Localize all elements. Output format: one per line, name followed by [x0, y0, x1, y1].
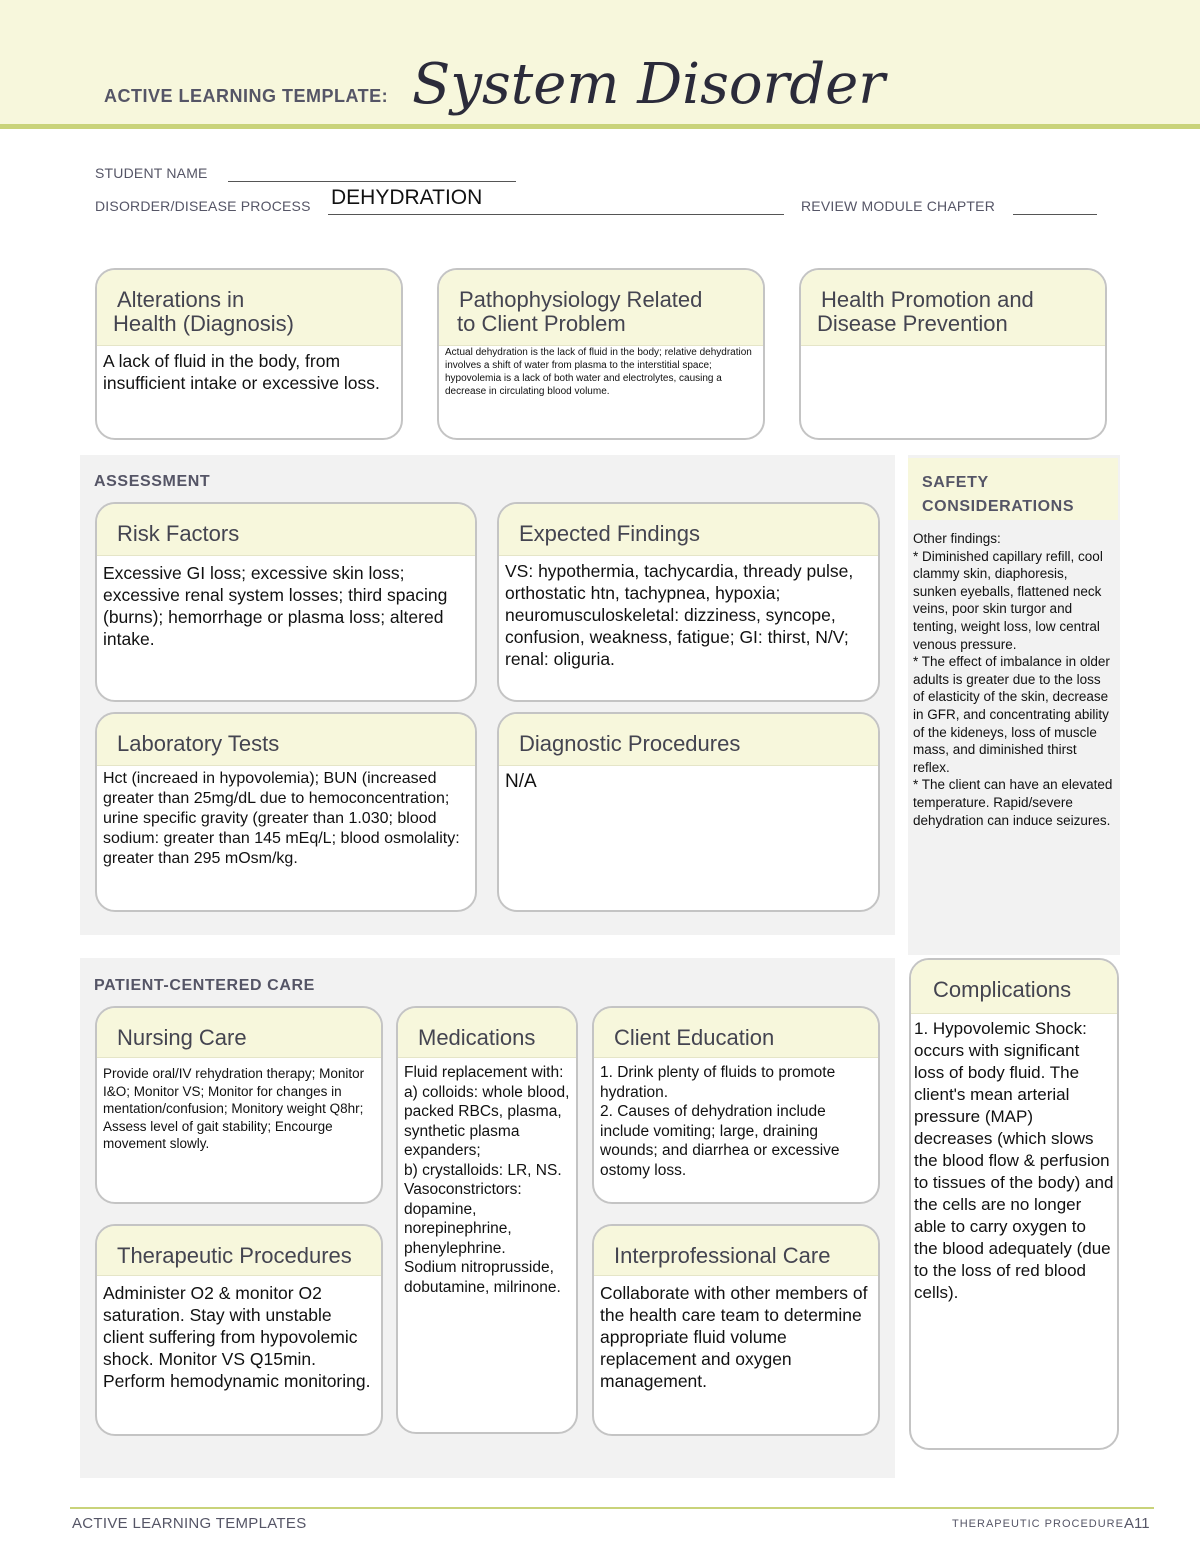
- medications-body: Fluid replacement with: a) colloids: whole blood, packed RBCs, plasma, synthetic plasma expanders; b) crystalloids: LR, NS. Vasoconstrictors: dopamine, norepinephrine, phenylephrine. Sodium nitroprusside, dobutamine, milrinone.: [404, 1064, 570, 1296]
- health-promotion-title-line1: Health Promotion and: [821, 287, 1034, 312]
- patient-care-title: PATIENT-CENTERED CARE: [94, 977, 315, 994]
- interprofessional-care-title: Interprofessional Care: [594, 1226, 878, 1276]
- complications-body: 1. Hypovolemic Shock: occurs with significant loss of body fluid. The client's mean arterial pressure (MAP) decreases (which slows the blood flow & perfusion to tissues of the body) and the cells are no longer able to carry oxygen to the blood adequately (due to the loss of red blood cells).: [914, 1019, 1114, 1302]
- complications-title: Complications: [911, 960, 1117, 1014]
- expected-findings-body: VS: hypothermia, tachycardia, thready pulse, orthostatic htn, tachypnea, hypoxia; neuromusculoskeletal: dizziness, syncope, confusion, weakness, fatigue; GI: thirst, N/V; renal: oliguria.: [505, 561, 854, 669]
- interprofessional-care-box: [592, 1224, 880, 1436]
- client-education-title: Client Education: [594, 1008, 878, 1058]
- expected-findings-box: [497, 502, 880, 702]
- alterations-body: A lack of fluid in the body, from insufficient intake or excessive loss.: [103, 351, 380, 393]
- diagnostic-procedures-title: Diagnostic Procedures: [499, 714, 878, 766]
- health-promotion-title: [801, 270, 1105, 346]
- health-promotion-body[interactable]: [801, 346, 1105, 354]
- alterations-box: [95, 268, 403, 440]
- disorder-field[interactable]: [328, 214, 784, 215]
- health-promotion-title-line2: Disease Prevention: [817, 311, 1008, 336]
- complications-box: [909, 958, 1119, 1450]
- pathophysiology-title: [439, 270, 763, 346]
- nursing-care-box: [95, 1006, 383, 1204]
- footer-rule: [70, 1507, 1154, 1509]
- therapeutic-procedures-box: [95, 1224, 383, 1436]
- laboratory-tests-title: Laboratory Tests: [97, 714, 475, 766]
- review-chapter-label: REVIEW MODULE CHAPTER: [801, 198, 995, 214]
- laboratory-tests-body: Hct (increaed in hypovolemia); BUN (increased greater than 25mg/dL due to hemoconcentration; urine specific gravity (greater than 1.030; blood sodium: greater than 145 mEq/L; blood osmolality: greater than 295 mOsm/kg.: [103, 770, 460, 867]
- expected-findings-title: Expected Findings: [499, 504, 878, 556]
- header-rule: [0, 124, 1200, 129]
- footer-right: THERAPEUTIC PROCEDURE: [952, 1518, 1124, 1530]
- disorder-value: DEHYDRATION: [331, 186, 483, 209]
- assessment-title: ASSESSMENT: [94, 473, 211, 490]
- health-promotion-box: [799, 268, 1107, 440]
- student-name-field[interactable]: [228, 181, 516, 182]
- diagnostic-procedures-box: [497, 712, 880, 912]
- safety-body: Other findings: * Diminished capillary refill, cool clammy skin, diaphoresis, sunken eyeballs, flattened neck veins, poor skin turgor and tenting, weight loss, low central venous pressure. * The effect of imbalance in older adults is greater due to the loss of elasticity of the skin, decrease in GFR, and concentrating ability of the kideneys, loss of muscle mass, and diminished thirst reflex. * The client can have an elevated temperature. Rapid/severe dehydration can induce seizures.: [913, 531, 1113, 828]
- review-chapter-field[interactable]: [1013, 214, 1097, 215]
- pathophysiology-body: Actual dehydration is the lack of fluid in the body; relative dehydration involves a shift of water from plasma to the interstitial space; hypovolemia is a lack of both water and electrolytes, causing a decrease in circulating blood volume.: [445, 347, 752, 397]
- pathophysiology-title-line2: to Client Problem: [457, 311, 626, 336]
- risk-factors-body: Excessive GI loss; excessive skin loss; excessive renal system losses; third spacing (burns); hemorrhage or plasma loss; altered intake.: [103, 563, 448, 649]
- footer-page-number: A11: [1124, 1515, 1150, 1532]
- risk-factors-title: Risk Factors: [97, 504, 475, 556]
- medications-box: [396, 1006, 578, 1434]
- safety-title-line1: SAFETY: [922, 474, 989, 491]
- disorder-label: DISORDER/DISEASE PROCESS: [95, 198, 311, 214]
- risk-factors-box: [95, 502, 477, 702]
- template-title: System Disorder: [412, 52, 886, 117]
- therapeutic-procedures-body: Administer O2 & monitor O2 saturation. Stay with unstable client suffering from hypovolemic shock. Monitor VS Q15min. Perform hemodynamic monitoring.: [103, 1283, 371, 1391]
- laboratory-tests-box: [95, 712, 477, 912]
- nursing-care-body: Provide oral/IV rehydration therapy; Monitor I&O; Monitor VS; Monitor for changes in mentation/confusion; Monitory weight Q8hr; Assess level of gait stability; Encourge movement slowly.: [103, 1066, 365, 1151]
- pathophysiology-box: [437, 268, 765, 440]
- template-label: ACTIVE LEARNING TEMPLATE:: [104, 86, 389, 106]
- pathophysiology-title-line1: Pathophysiology Related: [459, 287, 703, 312]
- client-education-box: [592, 1006, 880, 1204]
- medications-title: Medications: [398, 1008, 576, 1058]
- safety-title-line2: CONSIDERATIONS: [922, 498, 1075, 515]
- diagnostic-procedures-body: N/A: [505, 771, 537, 792]
- client-education-body: 1. Drink plenty of fluids to promote hydration. 2. Causes of dehydration include include vomiting; large, draining wounds; and diarrhea or excessive ostomy loss.: [600, 1064, 840, 1179]
- alterations-title: [97, 270, 401, 346]
- interprofessional-care-body: Collaborate with other members of the health care team to determine appropriate fluid volume replacement and oxygen management.: [600, 1283, 868, 1391]
- alterations-title-line2: Health (Diagnosis): [113, 311, 294, 336]
- nursing-care-title: Nursing Care: [97, 1008, 381, 1058]
- alterations-title-line1: Alterations in: [117, 287, 245, 312]
- safety-title: [922, 471, 1074, 519]
- footer-left: ACTIVE LEARNING TEMPLATES: [72, 1515, 307, 1532]
- student-name-label: STUDENT NAME: [95, 165, 208, 181]
- therapeutic-procedures-title: Therapeutic Procedures: [97, 1226, 381, 1276]
